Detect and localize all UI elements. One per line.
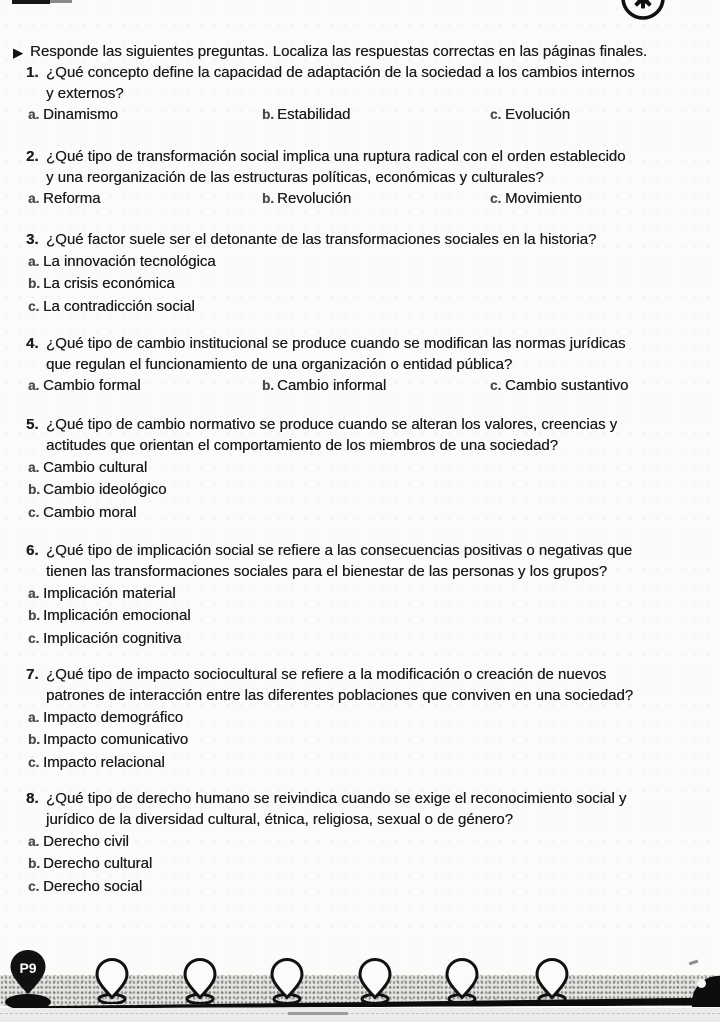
question-number: 3. bbox=[26, 231, 39, 248]
option-letter: a. bbox=[28, 834, 40, 849]
scan-artifact-mark bbox=[12, 0, 50, 4]
option-letter: c. bbox=[28, 878, 40, 894]
question-text: patrones de interacción entre las diferentes poblaciones que conviven en una sociedad? bbox=[46, 687, 634, 704]
question-text: ¿Qué concepto define la capacidad de adaptación de la sociedad a los cambios internos bbox=[46, 64, 635, 81]
bullet-arrow-icon: ▶ bbox=[13, 45, 23, 60]
options-row bbox=[28, 190, 700, 211]
option-letter: c. bbox=[28, 754, 40, 770]
question-text: ¿Qué tipo de transformación social implica una ruptura radical con el orden establecido bbox=[46, 148, 626, 165]
gear-badge-icon bbox=[619, 0, 667, 22]
options-list bbox=[28, 583, 700, 650]
option-a bbox=[28, 583, 700, 605]
option-b bbox=[28, 479, 700, 501]
option-letter: c. bbox=[28, 504, 40, 520]
question-number: 6. bbox=[26, 542, 39, 559]
option-label: La contradicción social bbox=[43, 297, 195, 315]
option-label: Cambio informal bbox=[277, 377, 387, 394]
scan-artifact-mark bbox=[288, 1012, 348, 1015]
question-text: ¿Qué tipo de cambio institucional se produce cuando se modifican las normas jurídicas bbox=[46, 335, 626, 352]
option-c bbox=[490, 377, 628, 394]
page-number-pin-badge bbox=[2, 948, 54, 1012]
option-letter: b. bbox=[262, 191, 274, 206]
option-a bbox=[28, 251, 700, 273]
option-label: Reforma bbox=[43, 190, 101, 207]
scanner-edge-strip bbox=[0, 1008, 720, 1022]
location-pin-icon bbox=[357, 958, 393, 1004]
option-b bbox=[28, 853, 700, 875]
option-b bbox=[262, 377, 386, 394]
question-8 bbox=[28, 788, 700, 898]
option-b bbox=[262, 190, 351, 207]
option-c bbox=[28, 876, 700, 898]
option-label: Derecho civil bbox=[43, 833, 129, 850]
location-pin-icon bbox=[269, 958, 305, 1004]
question-1 bbox=[28, 62, 700, 127]
option-letter: a. bbox=[28, 107, 40, 122]
option-b bbox=[28, 729, 700, 751]
option-letter: c. bbox=[28, 630, 40, 646]
option-letter: a. bbox=[28, 378, 40, 393]
option-letter: b. bbox=[28, 732, 40, 748]
option-a bbox=[28, 457, 700, 479]
instructions-text: Responde las siguientes preguntas. Localiza las respuestas correctas en las páginas finales. bbox=[30, 43, 648, 60]
location-pin-icon bbox=[534, 958, 570, 1004]
page-number-label: P9 bbox=[19, 960, 37, 976]
option-label: Dinamismo bbox=[43, 106, 119, 123]
question-6 bbox=[28, 540, 700, 650]
option-letter: c. bbox=[28, 298, 40, 314]
option-label: Cambio sustantivo bbox=[505, 377, 629, 394]
option-label: Derecho social bbox=[43, 877, 143, 895]
option-c bbox=[490, 106, 570, 123]
question-text: ¿Qué tipo de impacto sociocultural se refiere a la modificación o creación de nuevos bbox=[46, 666, 607, 683]
question-text: ¿Qué factor suele ser el detonante de las transformaciones sociales en la historia? bbox=[46, 231, 597, 248]
location-pin-icon bbox=[444, 958, 480, 1004]
option-letter: b. bbox=[262, 378, 274, 393]
location-pin-icon bbox=[94, 958, 130, 1004]
options-row bbox=[28, 377, 700, 398]
options-row bbox=[28, 106, 700, 127]
question-text: y una reorganización de las estructuras políticas, económicas y culturales? bbox=[46, 169, 544, 186]
option-label: Implicación emocional bbox=[43, 607, 191, 625]
scan-artifact-mark bbox=[50, 0, 72, 3]
option-letter: c. bbox=[490, 107, 502, 122]
option-c bbox=[28, 628, 700, 650]
option-a bbox=[28, 831, 700, 853]
option-label: Impacto demográfico bbox=[43, 709, 184, 726]
option-label: Impacto relacional bbox=[43, 753, 165, 771]
corner-pin-dot bbox=[697, 979, 706, 988]
option-letter: b. bbox=[262, 107, 274, 122]
options-list bbox=[28, 457, 700, 524]
option-c bbox=[28, 502, 700, 524]
option-label: Movimiento bbox=[505, 190, 582, 207]
option-c bbox=[28, 296, 700, 318]
option-letter: c. bbox=[490, 378, 502, 393]
option-a bbox=[28, 106, 118, 123]
options-list bbox=[28, 707, 700, 774]
question-number: 5. bbox=[26, 416, 39, 433]
scan-artifact-mark bbox=[689, 960, 698, 966]
option-a bbox=[28, 377, 141, 394]
option-label: Cambio moral bbox=[43, 503, 137, 521]
question-3 bbox=[28, 229, 700, 318]
options-list bbox=[28, 251, 700, 318]
option-a bbox=[28, 707, 700, 729]
option-label: Impacto comunicativo bbox=[43, 731, 189, 749]
option-letter: c. bbox=[490, 191, 502, 206]
option-c bbox=[28, 752, 700, 774]
option-label: Implicación material bbox=[43, 585, 176, 602]
option-letter: b. bbox=[28, 856, 40, 872]
scan-artifact-dashed-line bbox=[0, 1013, 720, 1014]
option-letter: b. bbox=[28, 482, 40, 498]
option-a bbox=[28, 190, 101, 207]
question-number: 2. bbox=[26, 148, 39, 165]
option-b bbox=[28, 273, 700, 295]
option-letter: a. bbox=[28, 191, 40, 206]
option-label: Estabilidad bbox=[277, 106, 351, 123]
option-letter: a. bbox=[28, 586, 40, 601]
question-7 bbox=[28, 664, 700, 774]
option-letter: b. bbox=[28, 276, 40, 292]
option-letter: a. bbox=[28, 254, 40, 269]
option-label: La crisis económica bbox=[43, 275, 175, 293]
option-b bbox=[262, 106, 350, 123]
question-text: actitudes que orientan el comportamiento de los miembros de una sociedad? bbox=[46, 437, 558, 454]
option-label: Cambio formal bbox=[43, 377, 141, 394]
location-pin-icon bbox=[182, 958, 218, 1004]
question-text: ¿Qué tipo de derecho humano se reivindica cuando se exige el reconocimiento social y bbox=[46, 790, 627, 807]
question-2 bbox=[28, 146, 700, 211]
question-number: 1. bbox=[26, 64, 39, 81]
question-number: 8. bbox=[26, 790, 39, 807]
question-5 bbox=[28, 414, 700, 524]
question-text: ¿Qué tipo de implicación social se refiere a las consecuencias positivas o negativas que bbox=[46, 542, 633, 559]
question-text: y externos? bbox=[46, 85, 124, 102]
question-4 bbox=[28, 333, 700, 398]
option-label: Derecho cultural bbox=[43, 855, 153, 873]
question-text: ¿Qué tipo de cambio normativo se produce cuando se alteran los valores, creencias y bbox=[46, 416, 618, 433]
option-b bbox=[28, 605, 700, 627]
option-label: Evolución bbox=[505, 106, 571, 123]
option-label: Revolución bbox=[277, 190, 352, 207]
option-letter: b. bbox=[28, 608, 40, 624]
option-letter: a. bbox=[28, 460, 40, 475]
question-number: 4. bbox=[26, 335, 39, 352]
option-label: Cambio ideológico bbox=[43, 481, 167, 499]
option-label: La innovación tecnológica bbox=[43, 253, 216, 270]
option-label: Implicación cognitiva bbox=[43, 629, 182, 647]
question-text: jurídico de la diversidad cultural, étnica, religiosa, sexual o de género? bbox=[46, 811, 513, 828]
question-text: tienen las transformaciones sociales para el bienestar de las personas y los grupos? bbox=[46, 563, 608, 580]
option-label: Cambio cultural bbox=[43, 459, 148, 476]
options-list bbox=[28, 831, 700, 898]
option-letter: a. bbox=[28, 710, 40, 725]
question-number: 7. bbox=[26, 666, 39, 683]
option-c bbox=[490, 190, 582, 207]
question-text: que regulan el funcionamiento de una organización o entidad pública? bbox=[46, 356, 513, 373]
